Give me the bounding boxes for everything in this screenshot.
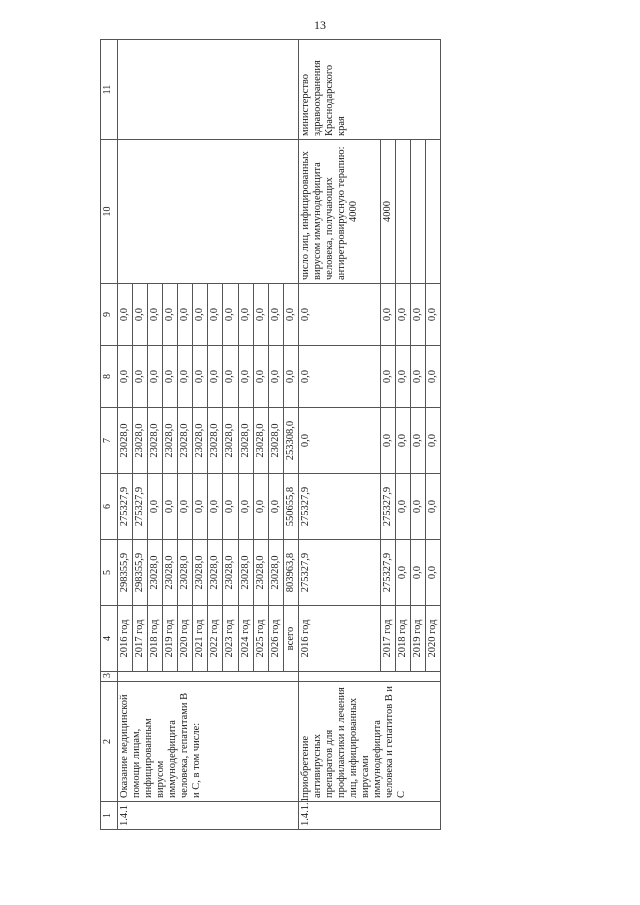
value-cell: 23028,0 <box>133 408 148 474</box>
total-value: 0,0 <box>283 346 298 408</box>
year-cell: 2020 год <box>425 606 440 672</box>
year-cell: 2017 год <box>380 606 395 672</box>
section-1-4-1-1 <box>298 40 440 830</box>
value-cell: 0,0 <box>380 408 395 474</box>
value-cell: 0,0 <box>208 474 223 540</box>
value-cell: 0,0 <box>395 474 410 540</box>
value-cell: 298355,9 <box>133 540 148 606</box>
value-cell: 0,0 <box>238 346 253 408</box>
col-header: 3 <box>101 672 118 682</box>
value-cell: 0,0 <box>298 408 380 474</box>
total-label: всего <box>283 606 298 672</box>
total-value: 0,0 <box>283 284 298 346</box>
value-cell: 23028,0 <box>148 540 163 606</box>
value-cell: 0,0 <box>163 346 178 408</box>
value-cell: 0,0 <box>253 474 268 540</box>
value-cell: 23028,0 <box>238 540 253 606</box>
value-cell: 0,0 <box>268 284 283 346</box>
value-cell: 0,0 <box>395 540 410 606</box>
value-cell: 23028,0 <box>253 540 268 606</box>
value-cell: 23028,0 <box>193 540 208 606</box>
empty-cell <box>410 140 425 284</box>
value-cell: 0,0 <box>425 540 440 606</box>
value-cell: 23028,0 <box>223 540 238 606</box>
indicator-cell <box>298 140 380 284</box>
value-cell: 23028,0 <box>208 408 223 474</box>
value-cell: 23028,0 <box>268 540 283 606</box>
value-cell: 298355,9 <box>118 540 133 606</box>
value-cell: 0,0 <box>395 408 410 474</box>
page-number: 13 <box>314 18 326 32</box>
row-name: Оказание медицинской помощи лицам, инфицированным вирусом иммунодефицита человека, гепатитами В и С, в том числе: <box>118 682 299 802</box>
value-cell: 23028,0 <box>178 408 193 474</box>
indicator-text: число лиц, инфицированных вирусом иммунодефицита человека, получающих антиретровирусную терапию: <box>299 146 347 280</box>
total-value: 550655,8 <box>283 474 298 540</box>
value-cell: 0,0 <box>410 474 425 540</box>
value-cell: 0,0 <box>425 408 440 474</box>
value-cell: 0,0 <box>193 474 208 540</box>
row-name: приобретение антивирусных препаратов для профилактики и лечения лиц, инфицированных вирусами иммунодефицита человека и гепатитов В и С <box>298 682 440 802</box>
value-cell: 23028,0 <box>238 408 253 474</box>
responsible-cell: министерство здравоохранения Краснодарского края <box>298 40 440 140</box>
value-cell: 0,0 <box>410 540 425 606</box>
value-cell: 0,0 <box>178 474 193 540</box>
value-cell: 275327,9 <box>380 474 395 540</box>
program-table <box>100 39 441 830</box>
indicator-value: 4000 <box>348 201 359 222</box>
col-header: 5 <box>101 540 118 606</box>
col-header: 1 <box>101 802 118 830</box>
indicator-value: 4000 <box>380 140 395 284</box>
value-cell: 0,0 <box>208 346 223 408</box>
total-value: 253308,0 <box>283 408 298 474</box>
value-cell: 0,0 <box>133 284 148 346</box>
col-header: 2 <box>101 682 118 802</box>
value-cell: 0,0 <box>118 346 133 408</box>
col-header: 9 <box>101 284 118 346</box>
section-1-4-1 <box>118 40 299 830</box>
value-cell: 0,0 <box>425 474 440 540</box>
year-cell: 2019 год <box>410 606 425 672</box>
value-cell: 0,0 <box>133 346 148 408</box>
value-cell: 0,0 <box>268 346 283 408</box>
value-cell: 0,0 <box>148 346 163 408</box>
year-cell: 2016 год <box>298 606 380 672</box>
year-cell: 2016 год <box>118 606 133 672</box>
value-cell: 0,0 <box>238 284 253 346</box>
value-cell: 0,0 <box>380 346 395 408</box>
value-cell: 0,0 <box>148 284 163 346</box>
value-cell: 0,0 <box>178 284 193 346</box>
year-cell: 2019 год <box>163 606 178 672</box>
value-cell: 0,0 <box>395 346 410 408</box>
year-cell: 2026 год <box>268 606 283 672</box>
year-cell: 2022 год <box>208 606 223 672</box>
rotated-table-wrapper <box>100 40 438 830</box>
year-cell: 2018 год <box>148 606 163 672</box>
value-cell: 0,0 <box>253 284 268 346</box>
total-value: 803963,8 <box>283 540 298 606</box>
year-cell: 2018 год <box>395 606 410 672</box>
value-cell: 23028,0 <box>208 540 223 606</box>
col-header: 8 <box>101 346 118 408</box>
year-cell: 2024 год <box>238 606 253 672</box>
empty-cell <box>118 672 299 682</box>
value-cell: 0,0 <box>298 284 380 346</box>
row-code: 1.4.1.1 <box>298 802 440 830</box>
col-header: 11 <box>101 40 118 140</box>
year-cell: 2017 год <box>133 606 148 672</box>
value-cell: 0,0 <box>410 346 425 408</box>
empty-cell <box>118 40 299 140</box>
value-cell: 23028,0 <box>223 408 238 474</box>
header-row <box>101 40 118 830</box>
col-header: 4 <box>101 606 118 672</box>
empty-cell <box>425 140 440 284</box>
value-cell: 23028,0 <box>193 408 208 474</box>
table-row <box>298 40 380 830</box>
empty-cell <box>298 672 440 682</box>
value-cell: 23028,0 <box>163 408 178 474</box>
value-cell: 23028,0 <box>118 408 133 474</box>
value-cell: 0,0 <box>238 474 253 540</box>
value-cell: 0,0 <box>253 346 268 408</box>
value-cell: 0,0 <box>298 346 380 408</box>
value-cell: 0,0 <box>193 284 208 346</box>
value-cell: 0,0 <box>268 474 283 540</box>
value-cell: 23028,0 <box>253 408 268 474</box>
value-cell: 275327,9 <box>118 474 133 540</box>
year-cell: 2021 год <box>193 606 208 672</box>
value-cell: 0,0 <box>208 284 223 346</box>
value-cell: 23028,0 <box>178 540 193 606</box>
value-cell: 0,0 <box>148 474 163 540</box>
value-cell: 0,0 <box>178 346 193 408</box>
value-cell: 275327,9 <box>298 474 380 540</box>
empty-cell <box>395 140 410 284</box>
year-cell: 2025 год <box>253 606 268 672</box>
value-cell: 275327,9 <box>298 540 380 606</box>
col-header: 10 <box>101 140 118 284</box>
value-cell: 275327,9 <box>133 474 148 540</box>
value-cell: 275327,9 <box>380 540 395 606</box>
col-header: 7 <box>101 408 118 474</box>
value-cell: 0,0 <box>163 474 178 540</box>
value-cell: 0,0 <box>395 284 410 346</box>
value-cell: 0,0 <box>425 284 440 346</box>
year-cell: 2023 год <box>223 606 238 672</box>
empty-cell <box>118 140 299 284</box>
value-cell: 0,0 <box>193 346 208 408</box>
value-cell: 0,0 <box>223 474 238 540</box>
value-cell: 0,0 <box>380 284 395 346</box>
col-header: 6 <box>101 474 118 540</box>
table-row <box>118 40 133 830</box>
value-cell: 0,0 <box>118 284 133 346</box>
value-cell: 0,0 <box>163 284 178 346</box>
value-cell: 0,0 <box>410 284 425 346</box>
row-code: 1.4.1 <box>118 802 299 830</box>
value-cell: 0,0 <box>425 346 440 408</box>
value-cell: 0,0 <box>223 346 238 408</box>
year-cell: 2020 год <box>178 606 193 672</box>
value-cell: 0,0 <box>223 284 238 346</box>
value-cell: 23028,0 <box>268 408 283 474</box>
value-cell: 0,0 <box>410 408 425 474</box>
value-cell: 23028,0 <box>148 408 163 474</box>
value-cell: 23028,0 <box>163 540 178 606</box>
